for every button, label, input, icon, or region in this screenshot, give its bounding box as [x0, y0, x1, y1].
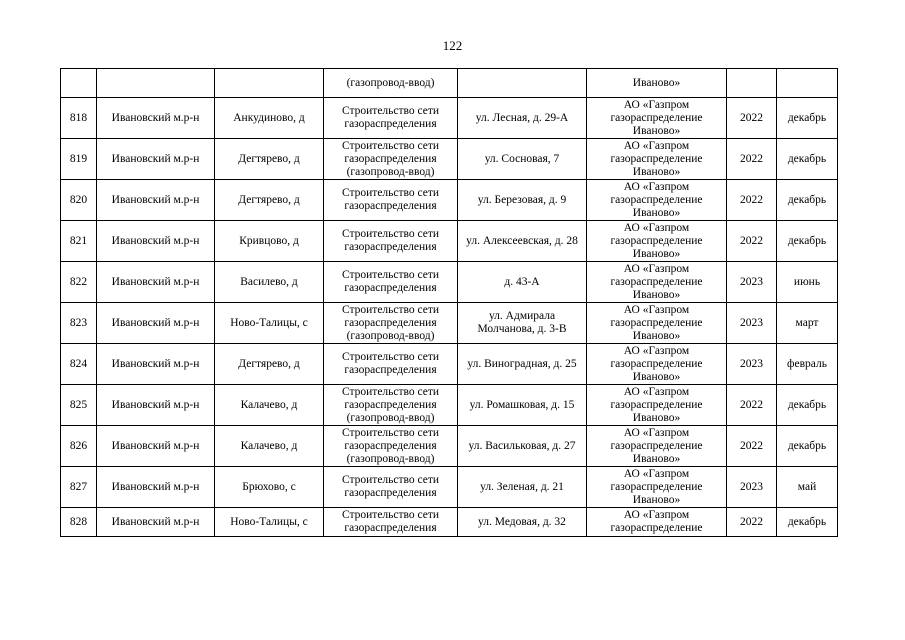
cell-type-text: Строительство сети газораспределения [341, 508, 440, 534]
cell-organization: АО «Газпром газораспределение Иваново» [587, 180, 727, 221]
cell-organization: Иваново» [587, 69, 727, 98]
cell-type: Строительство сети газораспределения (газопровод-ввод) [324, 426, 458, 467]
table-row [61, 139, 838, 180]
cell-type: (газопровод-ввод) [324, 69, 458, 98]
cell-district: Ивановский м.р-н [97, 139, 215, 180]
cell-month: декабрь [777, 508, 838, 537]
cell-year: 2022 [727, 508, 777, 537]
cell-district: Ивановский м.р-н [97, 344, 215, 385]
cell-district: Ивановский м.р-н [97, 262, 215, 303]
cell-year: 2023 [727, 262, 777, 303]
cell-settlement: Дегтярево, д [215, 180, 324, 221]
cell-num: 827 [61, 467, 97, 508]
cell-address: ул. Виноградная, д. 25 [458, 344, 587, 385]
page-number: 122 [442, 38, 463, 53]
cell-settlement: Василево, д [215, 262, 324, 303]
table-row [61, 221, 838, 262]
cell-address: ул. Зеленая, д. 21 [458, 467, 587, 508]
cell-type: Строительство сети газораспределения [324, 344, 458, 385]
cell-year: 2023 [727, 303, 777, 344]
cell-num: 820 [61, 180, 97, 221]
cell-district: Ивановский м.р-н [97, 98, 215, 139]
cell-type [324, 508, 458, 537]
cell-settlement: Брюхово, с [215, 467, 324, 508]
cell-organization: АО «Газпром газораспределение Иваново» [587, 221, 727, 262]
cell-month: декабрь [777, 426, 838, 467]
cell-organization: АО «Газпром газораспределение Иваново» [587, 262, 727, 303]
cell-num [61, 69, 97, 98]
cell-address [458, 69, 587, 98]
cell-year: 2022 [727, 98, 777, 139]
data-table [60, 68, 838, 537]
cell-num: 826 [61, 426, 97, 467]
cell-type: Строительство сети газораспределения (газопровод-ввод) [324, 139, 458, 180]
cell-type: Строительство сети газораспределения (газопровод-ввод) [324, 303, 458, 344]
cell-month: декабрь [777, 385, 838, 426]
cell-address: ул. Васильковая, д. 27 [458, 426, 587, 467]
cell-year: 2022 [727, 139, 777, 180]
table-row [61, 508, 838, 537]
table-body [61, 69, 838, 537]
table-row [61, 262, 838, 303]
cell-settlement: Ново-Талицы, с [215, 508, 324, 537]
cell-num: 828 [61, 508, 97, 537]
cell-organization: АО «Газпром газораспределение Иваново» [587, 139, 727, 180]
table-row [61, 426, 838, 467]
cell-settlement: Анкудиново, д [215, 98, 324, 139]
cell-year: 2023 [727, 344, 777, 385]
cell-month: декабрь [777, 98, 838, 139]
cell-settlement: Кривцово, д [215, 221, 324, 262]
cell-address: ул. Адмирала Молчанова, д. 3-В [458, 303, 587, 344]
cell-type: Строительство сети газораспределения (газопровод-ввод) [324, 385, 458, 426]
cell-year: 2022 [727, 385, 777, 426]
cell-address: ул. Ромашковая, д. 15 [458, 385, 587, 426]
cell-type: Строительство сети газораспределения [324, 467, 458, 508]
cell-num: 821 [61, 221, 97, 262]
cell-month: декабрь [777, 180, 838, 221]
cell-organization: АО «Газпром газораспределение Иваново» [587, 98, 727, 139]
cell-num: 822 [61, 262, 97, 303]
cell-organization: АО «Газпром газораспределение Иваново» [587, 426, 727, 467]
table-row [61, 467, 838, 508]
cell-address: ул. Березовая, д. 9 [458, 180, 587, 221]
table-row [61, 98, 838, 139]
cell-address: ул. Алексеевская, д. 28 [458, 221, 587, 262]
table-row [61, 303, 838, 344]
cell-month: июнь [777, 262, 838, 303]
cell-district: Ивановский м.р-н [97, 508, 215, 537]
cell-district: Ивановский м.р-н [97, 467, 215, 508]
cell-organization: АО «Газпром газораспределение Иваново» [587, 303, 727, 344]
cell-year: 2023 [727, 467, 777, 508]
cell-settlement [215, 69, 324, 98]
table-row [61, 180, 838, 221]
table-row-continued [61, 69, 838, 98]
cell-district: Ивановский м.р-н [97, 385, 215, 426]
cell-type: Строительство сети газораспределения [324, 98, 458, 139]
cell-organization: АО «Газпром газораспределение Иваново» [587, 467, 727, 508]
cell-settlement: Калачево, д [215, 385, 324, 426]
cell-num: 824 [61, 344, 97, 385]
cell-district: Ивановский м.р-н [97, 180, 215, 221]
cell-month: май [777, 467, 838, 508]
cell-year: 2022 [727, 426, 777, 467]
cell-type: Строительство сети газораспределения [324, 262, 458, 303]
cell-address: ул. Сосновая, 7 [458, 139, 587, 180]
cell-type: Строительство сети газораспределения [324, 221, 458, 262]
cell-organization [587, 508, 727, 537]
cell-num: 818 [61, 98, 97, 139]
cell-num: 825 [61, 385, 97, 426]
cell-organization: АО «Газпром газораспределение Иваново» [587, 385, 727, 426]
table-row [61, 385, 838, 426]
table-row [61, 344, 838, 385]
cell-address: д. 43-А [458, 262, 587, 303]
cell-month [777, 69, 838, 98]
cell-settlement: Ново-Талицы, с [215, 303, 324, 344]
cell-district: Ивановский м.р-н [97, 303, 215, 344]
cell-address: ул. Медовая, д. 32 [458, 508, 587, 537]
cell-month: декабрь [777, 221, 838, 262]
cell-settlement: Дегтярево, д [215, 139, 324, 180]
cell-num: 819 [61, 139, 97, 180]
cell-year: 2022 [727, 180, 777, 221]
cell-district: Ивановский м.р-н [97, 221, 215, 262]
cell-year: 2022 [727, 221, 777, 262]
cell-organization: АО «Газпром газораспределение Иваново» [587, 344, 727, 385]
cell-year [727, 69, 777, 98]
cell-district [97, 69, 215, 98]
cell-settlement: Дегтярево, д [215, 344, 324, 385]
cell-num: 823 [61, 303, 97, 344]
cell-month: март [777, 303, 838, 344]
cell-type: Строительство сети газораспределения [324, 180, 458, 221]
cell-month: февраль [777, 344, 838, 385]
cell-settlement: Калачево, д [215, 426, 324, 467]
cell-district: Ивановский м.р-н [97, 426, 215, 467]
cell-organization-text: АО «Газпром газораспределение [610, 508, 703, 534]
cell-month: декабрь [777, 139, 838, 180]
cell-address: ул. Лесная, д. 29-А [458, 98, 587, 139]
